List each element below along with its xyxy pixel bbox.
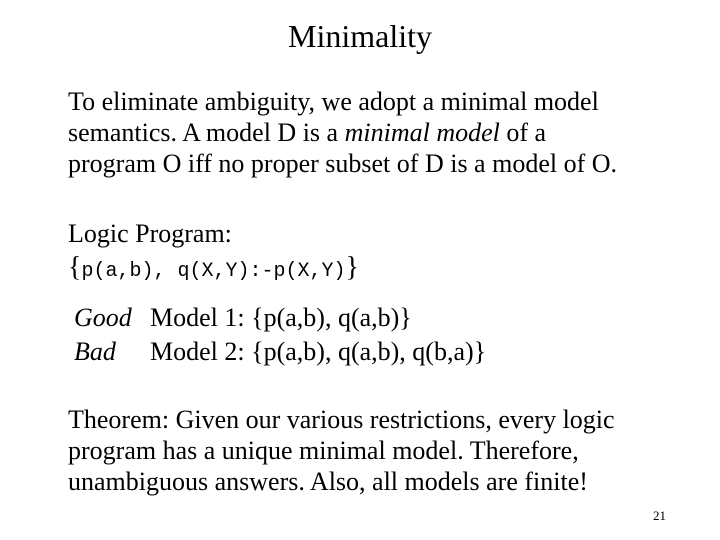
model-tag-bad: Bad: [74, 337, 116, 366]
intro-paragraph: [68, 86, 617, 179]
model-1-text: Model 1: {p(a,b), q(a,b)}: [150, 303, 412, 332]
close-brace: }: [345, 252, 359, 283]
model-tag-good: Good: [74, 303, 132, 332]
slide-title: Minimality: [288, 18, 432, 54]
model-row-good: [74, 302, 412, 333]
open-brace: {: [68, 252, 82, 283]
intro-line-3: program O iff no proper subset of D is a model of O.: [68, 149, 618, 178]
theorem-paragraph: [68, 404, 615, 497]
logic-program-label: Logic Program:: [68, 219, 232, 248]
model-row-bad: [74, 336, 486, 367]
theorem-line-2: program has a unique minimal model. Therefore,: [68, 436, 579, 465]
logic-program-code: [68, 252, 359, 287]
program-rules: p(a,b), q(X,Y):-p(X,Y): [81, 260, 346, 283]
slide-number: 21: [653, 508, 666, 523]
intro-line-2-post: of a: [499, 118, 547, 147]
intro-line-2: [68, 117, 617, 148]
intro-line-1: To eliminate ambiguity, we adopt a minimal model: [68, 87, 599, 116]
intro-line-2-pre: semantics. A model D is a: [68, 118, 345, 147]
model-2-text: Model 2: {p(a,b), q(a,b), q(b,a)}: [150, 337, 487, 366]
theorem-line-3: unambiguous answers. Also, all models are finite!: [68, 467, 588, 496]
theorem-line-1: Theorem: Given our various restrictions, every logic: [68, 405, 615, 434]
minimal-model-term: minimal model: [344, 118, 500, 147]
